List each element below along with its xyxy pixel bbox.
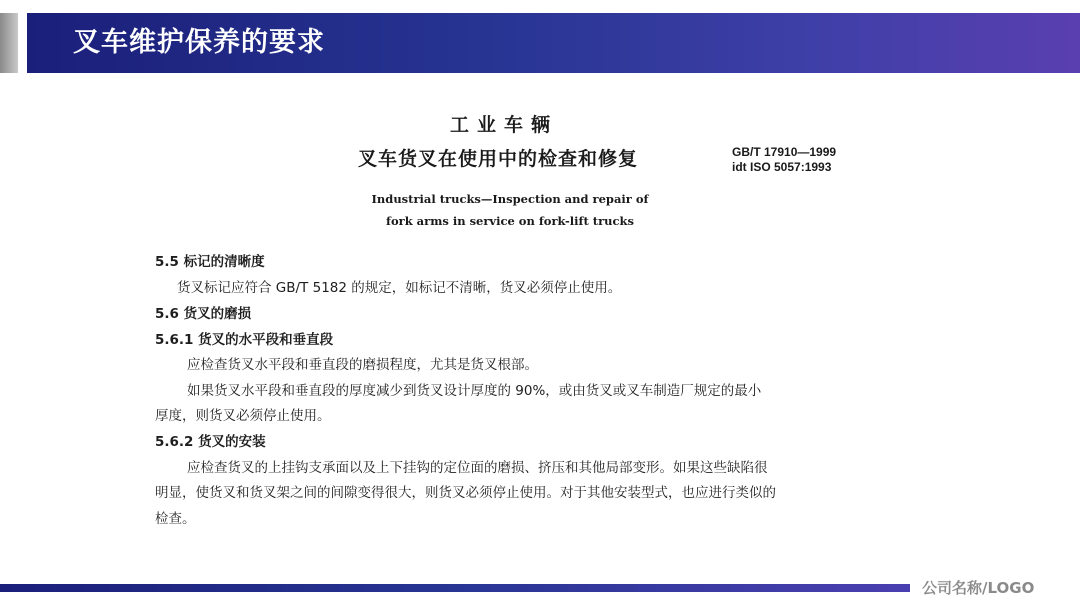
paragraph-line: 如果货叉水平段和垂直段的厚度减少到货叉设计厚度的 90%，或由货叉或叉车制造厂规定的最小 xyxy=(187,383,762,399)
paragraph-line: 货叉标记应符合 GB/T 5182 的规定，如标记不清晰，货叉必须停止使用。 xyxy=(177,280,622,296)
footer-bar xyxy=(0,584,910,592)
paragraph-line: 应检查货叉的上挂钩支承面以及上下挂钩的定位面的磨损、挤压和其他局部变形。如果这些缺陷很 xyxy=(187,460,768,476)
standard-code-iso: idt ISO 5057:1993 xyxy=(732,160,832,174)
section-5-6-heading: 5.6 货叉的磨损 xyxy=(155,306,252,322)
section-5-6-2-heading: 5.6.2 货叉的安装 xyxy=(155,434,266,450)
doc-header-line2: 叉车货叉在使用中的检查和修复 xyxy=(358,148,639,170)
paragraph-line: 厚度，则货叉必须停止使用。 xyxy=(155,408,331,424)
english-title xyxy=(360,188,660,232)
paragraph-line: 应检查货叉水平段和垂直段的磨损程度，尤其是货叉根部。 xyxy=(187,357,538,373)
standard-code-gb: GB/T 17910—1999 xyxy=(732,145,837,159)
standard-code xyxy=(732,145,836,175)
company-logo-text: 公司名称/LOGO xyxy=(922,579,1035,597)
paragraph-line: 明显，使货叉和货叉架之间的间隙变得很大，则货叉必须停止使用。对于其他安装型式，也应进行类似的 xyxy=(155,485,776,501)
paragraph-line: 检查。 xyxy=(155,511,196,527)
document-scan xyxy=(150,100,930,540)
left-accent-tab xyxy=(0,13,18,73)
english-title-line2: fork arms in service on fork-lift trucks xyxy=(386,214,634,228)
english-title-line1: Industrial trucks—Inspection and repair of xyxy=(371,192,649,206)
doc-header-line1: 工业车辆 xyxy=(450,114,559,136)
slide-title: 叉车维护保养的要求 xyxy=(73,27,325,58)
section-5-5-heading: 5.5 标记的清晰度 xyxy=(155,254,265,270)
section-5-6-1-heading: 5.6.1 货叉的水平段和垂直段 xyxy=(155,332,334,348)
